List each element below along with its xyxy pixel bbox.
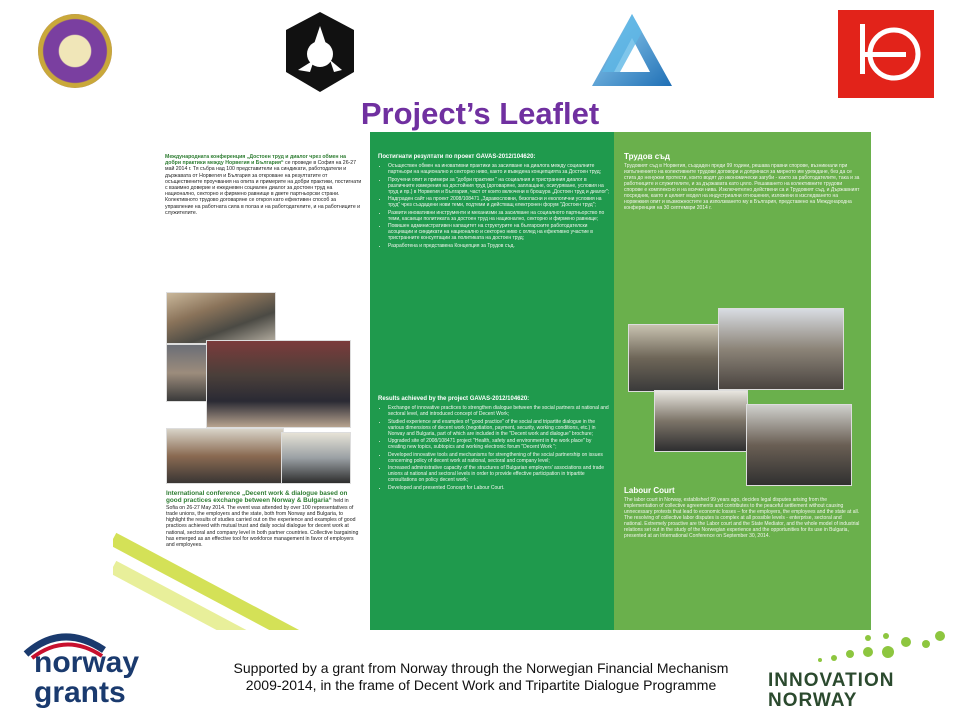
mid-bg-item: • Развити иновативни инструменти и механизми за засилване на социалното партньорство по теми, касаещи политиката за достоен труд на национално, секторно и фирмено равнище; (388, 210, 610, 222)
conference-photo-1 (166, 292, 276, 344)
left-bg-text-block (165, 154, 363, 216)
labour-court-photo-2 (718, 308, 844, 390)
partner-emblem-logo (38, 14, 112, 88)
mid-bg-item: • Осъществен обмен на иновативни практики за засилване на диалога между социалните партньори на национално и секторно ниво, както и въведена концепцията за Достоен труд; (388, 163, 610, 175)
left-bg-body: се проведе в София на 26-27 май 2014 г. Тя събра над 100 представители на синдикати, работодатели и държавата от Норвегия и България за откроване на резултатите от осъществените проучвания на опита и примерите на добри практики, постигнати с взаимно доверие и ежедневен социален диалог за достоен труд на национално, секторно и фирмено равнище в двете партньорски страни. Колективното трудово договаряне се откроя като ефективен способ за управление на работната сила в полза и на работодателите, и на работниците и служителите. (165, 160, 362, 216)
conference-photo-5 (281, 432, 351, 484)
norway-grants-logo (22, 624, 172, 714)
labour-court-photo-3 (654, 390, 748, 452)
right-en-heading: Labour Court (624, 486, 675, 495)
mid-en-item: • Studied experience and examples of "good practice" of the social and tripartite dialogue in the various dimensions of decent work (negotiation, payment, security, working conditions, etc.) in Norway and Bulgaria, part of which are included in the "Decent work and dialogue" brochure; (388, 419, 610, 437)
mid-bg-item: • Проучени опит и примери за "добри практики " на социалния и тристранния диалог в различните измерения на достойния труд (договаряне, заплащане, осигуряване, условия на труд и пр.) в Норвегия и България, част от които включени в брошура „Достоен труд и диалог"; (388, 177, 610, 195)
footer-line-1: Supported by a grant from Norway through the Norwegian Financial Mechanism (233, 660, 729, 676)
left-bg-heading: Международната конференция „Достоен труд и диалог чрез обмен на добри практики между Норвегия и България“ (165, 154, 347, 167)
mid-bg-heading: Постигнати резултати по проект GAVAS-2012/104620: (378, 154, 536, 160)
conference-photo-4 (166, 428, 284, 484)
mid-bg-item: • Надграден сайт на проект 2008/108471 „Здравословни, безопасни и екологични условия на труд" чрез създадени нови теми, подтеми и действащ електронен форум "Достоен труд"; (388, 196, 610, 208)
mid-bg-item: • Разработена и представена Концепция за Трудов съд. (388, 243, 610, 249)
mid-en-results (378, 396, 610, 493)
right-en-body: The labor court in Norway, established 99 years ago, decides legal disputes arising from the implementation of collective agreements and contributes to the peaceful settlement without causing unnecessary protests that lead to economic losses – for the employers, the employees and the state at all. The resolving of collective labor disputes is complex at all possible levels - enterprise, sectoral and national. Extremely proactive are the Labor court and the State Mediator, and the whole model of industrial relations set out in the study of the Norwegian experience and the opportunities for its use in Bulgaria, presented at an International Conference on September 30, 2014. (624, 497, 860, 539)
mid-en-item: • Increased administrative capacity of the structures of Bulgarian employers' associations and trade unions at national and sectoral levels in order to provide effective participation in tripartite consultations on policy decent work; (388, 465, 610, 483)
leaflet-right-panel (614, 132, 871, 630)
norway-grants-word-2: grants (34, 676, 126, 709)
leaflet-middle-panel (370, 132, 614, 630)
innovation-word-2: NORWAY (768, 690, 858, 711)
innovation-norway-logo (768, 630, 948, 712)
mid-en-item: • Exchange of innovative practices to strengthen dialogue between the social partners at national and sectoral level, and introduced concept of Decent Work; (388, 405, 610, 417)
mid-en-heading: Results achieved by the project GAVAS-2012/104620: (378, 396, 530, 402)
left-en-text-block (166, 490, 360, 548)
blue-triangle-logo (588, 10, 676, 94)
left-en-heading: International conference „Decent work & dialogue based on good practices exchange between Norway & Bulgaria“ (166, 490, 348, 505)
mid-bg-results (378, 154, 610, 251)
mid-bg-item: • Повишен административен капацитет на структурите на българските работодателски асоциации и синдикати на национално и секторно ниво с оглед на ефективно участие в тристранните консултации за политиката на достоен труд; (388, 223, 610, 241)
lo-norway-logo (838, 10, 934, 98)
conference-photo-3 (206, 340, 351, 428)
slide-title: Project’s Leaflet (360, 96, 600, 131)
mid-en-item: • Developed and presented Concept for Labour Court. (388, 485, 610, 491)
triangle-partner-logo (284, 10, 356, 94)
right-bg-heading: Трудов съд (624, 152, 670, 161)
innovation-dots-icon (768, 630, 948, 666)
left-en-body: held in Sofia on 26-27 May 2014. The event was attended by over 100 representatives of trade unions, the employers and the state, both from Norway and Bulgaria, to highlight the results of studies carried out on the experience and examples of good practices achieved with mutual trust and daily social dialogue for decent work at national, sectoral and company level in both partner countries. Collective bargaining has emerged as an effective tool for workforce management in favor of employers and employees. (166, 498, 359, 549)
footer-statement (196, 660, 766, 694)
right-en-block (624, 488, 860, 539)
mid-en-item: • Upgraded site of 2008/108471 project "Health, safety and environment in the work place" by creating new topics, subtopics and working electronic forum "Decent Work "; (388, 438, 610, 450)
right-bg-block (624, 154, 860, 211)
right-bg-body: Трудовият съд в Норвегия, създаден преди 99 години, решава правни спорове, възникнали при изпълнението на колективните трудови договори и допринася за мирното им уреждане, без да се стига до ненужни протести, които водят до икономически загуби - както за работодателите, така и за работниците и служителите, и за държавата като цяло. Решаването на колективните трудови спорове е комплексно и на всички нива. Изключително действени са и Трудовият съд, и Държавният посредник, както и целият модел на индустриални отношения, изложени в изследването на норвежкия опит и възможностите за използването му в България, представено на Международна конференция на 30 септември 2014 г. (624, 163, 860, 211)
norway-grants-word-1: norway (34, 646, 140, 679)
labour-court-photo-1 (628, 324, 720, 392)
labour-court-photo-4 (746, 404, 852, 486)
innovation-word-1: INNOVATION (768, 670, 895, 691)
leaflet-left-panel (113, 132, 370, 630)
mid-en-item: • Developed innovative tools and mechanisms for strengthening of the social partnership on issues concerning policy of decent work at national, sectoral and company level; (388, 452, 610, 464)
footer-line-2: 2009-2014, in the frame of Decent Work and Tripartite Dialogue Programme (245, 677, 717, 693)
